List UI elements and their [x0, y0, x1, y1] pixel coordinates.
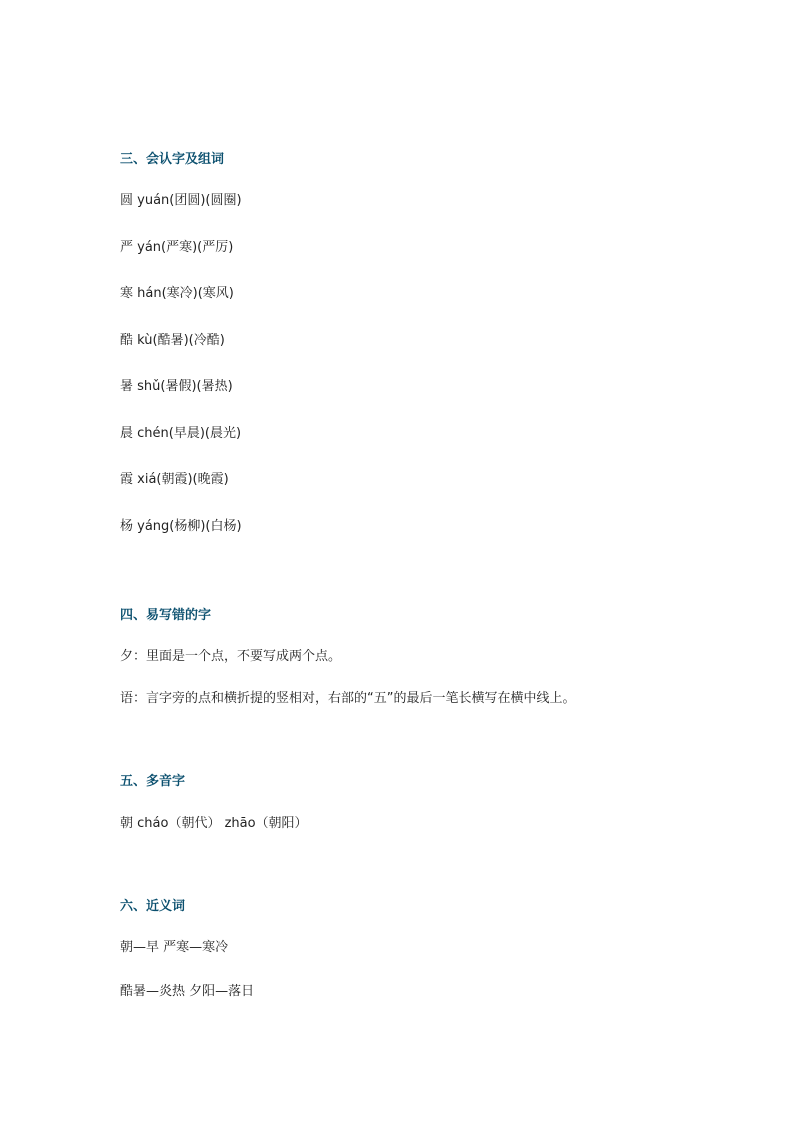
polyphonic-line-zhao: 朝 cháo（朝代） zhāo（朝阳）	[120, 816, 308, 831]
word-line-yan: 严 yán(严寒)(严厉)	[120, 240, 234, 255]
word-line-xia: 霞 xiá(朝霞)(晚霞)	[120, 472, 229, 487]
section-heading-easy-mistakes: 四、易写错的字	[120, 608, 212, 623]
word-line-chen: 晨 chén(早晨)(晨光)	[120, 426, 242, 441]
word-line-yuan: 圆 yuán(团圆)(圆圈)	[120, 193, 242, 208]
synonym-line-1: 朝—早 严寒—寒冷	[120, 940, 229, 955]
synonym-line-2: 酷暑—炎热 夕阳—落日	[120, 984, 255, 999]
section-heading-polyphonic: 五、多音字	[120, 774, 186, 789]
mistake-line-yu: 语：言字旁的点和横折提的竖相对，右部的“五”的最后一笔长横写在横中线上。	[120, 691, 576, 706]
word-line-yang: 杨 yáng(杨柳)(白杨)	[120, 519, 242, 534]
section-heading-recognize-words: 三、会认字及组词	[120, 152, 225, 167]
word-line-shu: 暑 shǔ(暑假)(暑热)	[120, 379, 233, 394]
word-line-han: 寒 hán(寒冷)(寒风)	[120, 286, 234, 301]
word-line-ku: 酷 kù(酷暑)(冷酷)	[120, 333, 225, 348]
section-heading-synonyms: 六、近义词	[120, 899, 186, 914]
mistake-line-xi: 夕：里面是一个点，不要写成两个点。	[120, 649, 342, 664]
